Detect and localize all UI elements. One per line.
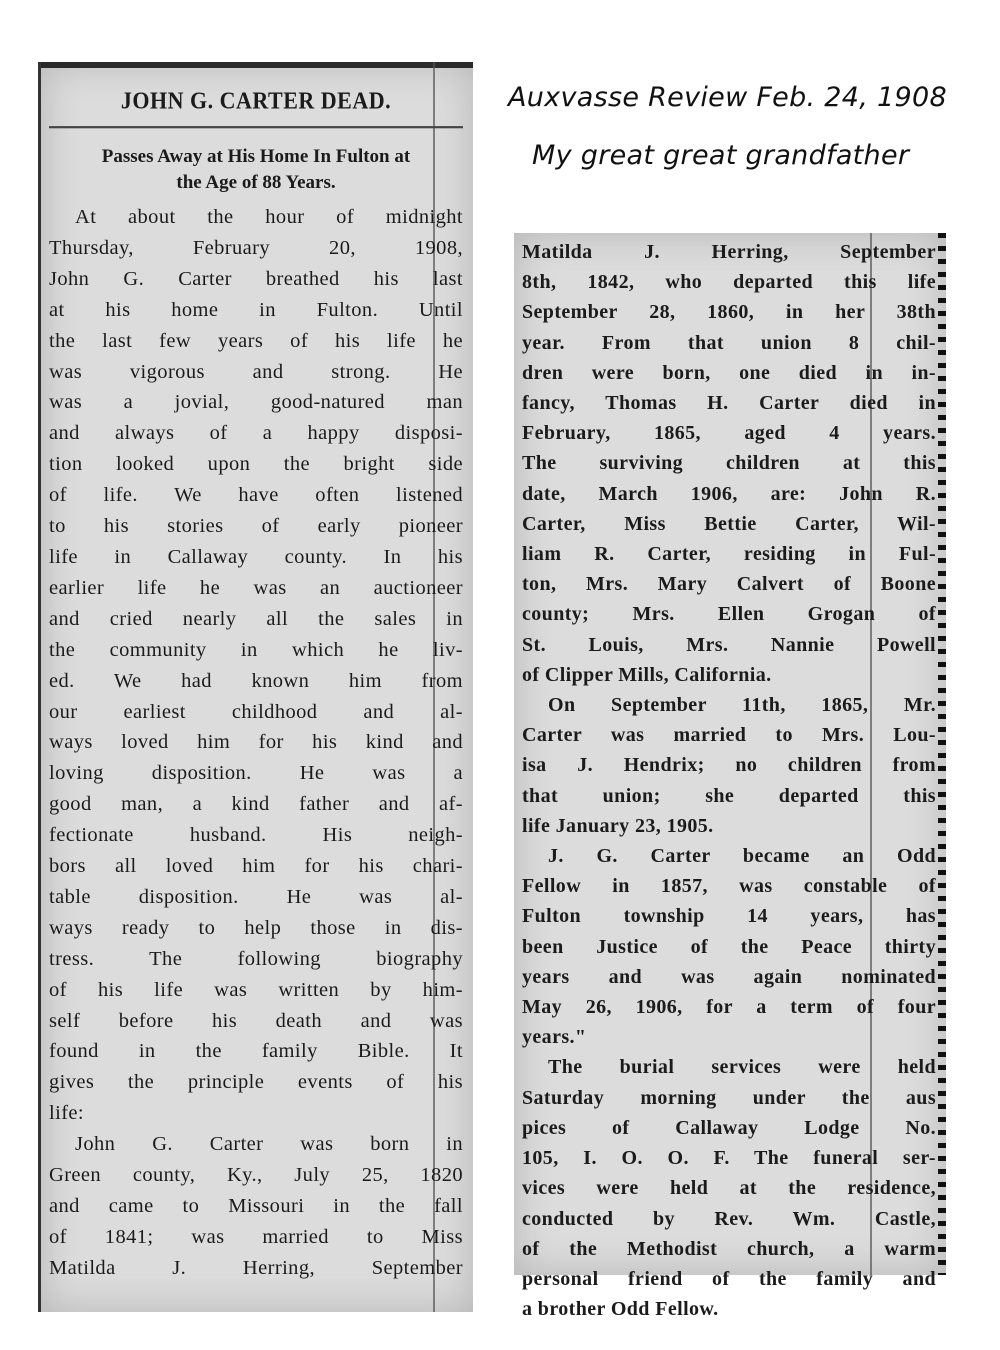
top-rule bbox=[41, 62, 473, 68]
newspaper-clipping-right bbox=[514, 233, 946, 1321]
left-column-lines bbox=[49, 202, 463, 1284]
article-text-line: February, 1865, aged 4 years. bbox=[522, 422, 936, 445]
article-text-line: Matilda J. Herring, September bbox=[522, 241, 936, 263]
article-text-line: bors all loved him for his chari- bbox=[49, 855, 463, 878]
article-text-line: 105, I. O. O. F. The funeral ser- bbox=[522, 1147, 936, 1170]
article-text-line: Fellow in 1857, was constable of bbox=[522, 875, 936, 898]
article-text-line: that union; she departed this bbox=[522, 784, 936, 807]
article-text-line: ton, Mrs. Mary Calvert of Boone bbox=[522, 573, 936, 596]
newspaper-clipping-left bbox=[38, 62, 473, 1312]
article-headline: JOHN G. CARTER DEAD. bbox=[49, 78, 463, 129]
article-text-line: life January 23, 1905. bbox=[522, 814, 714, 837]
article-text-line: J. G. Carter became an Odd bbox=[548, 845, 936, 868]
article-text-line: Carter was married to Mrs. Lou- bbox=[522, 724, 936, 747]
left-column-text bbox=[49, 80, 463, 1284]
article-text-line: fectionate husband. His neigh- bbox=[49, 824, 463, 847]
article-text-line: the community in which he liv- bbox=[49, 638, 463, 661]
article-text-line: table disposition. He was al- bbox=[49, 885, 463, 908]
article-text-line: was a jovial, good-natured man bbox=[49, 391, 463, 414]
article-text-line: loving disposition. He was a bbox=[49, 762, 463, 785]
article-text-line: Carter, Miss Bettie Carter, Wil- bbox=[522, 512, 936, 535]
article-text-line: 8th, 1842, who departed this life bbox=[522, 271, 936, 294]
article-text-line: a brother Odd Fellow. bbox=[522, 1298, 719, 1321]
article-text-line: pices of Callaway Lodge No. bbox=[522, 1116, 936, 1139]
article-text-line: was vigorous and strong. He bbox=[49, 360, 463, 383]
right-column-text bbox=[522, 237, 936, 1324]
article-text-line: dren were born, one died in in- bbox=[522, 361, 936, 384]
article-text-line: county; Mrs. Ellen Grogan of bbox=[522, 603, 936, 626]
article-text-line: of life. We have often listened bbox=[49, 484, 463, 507]
article-text-line: and came to Missouri in the fall bbox=[49, 1195, 463, 1217]
article-text-line: good man, a kind father and af- bbox=[49, 793, 463, 816]
perforated-edge bbox=[938, 233, 946, 1275]
article-text-line: life: bbox=[49, 1102, 85, 1125]
article-text-line: year. From that union 8 chil- bbox=[522, 331, 936, 354]
article-text-line: of his life was written by him- bbox=[49, 978, 463, 1001]
article-text-line: May 26, 1906, for a term of four bbox=[522, 996, 936, 1019]
article-text-line: tion looked upon the bright side bbox=[49, 453, 463, 476]
article-text-line: earlier life he was an auctioneer bbox=[49, 576, 463, 599]
article-text-line: our earliest childhood and al- bbox=[49, 700, 463, 723]
article-text-line: Saturday morning under the aus bbox=[522, 1086, 936, 1109]
article-text-line: to his stories of early pioneer bbox=[49, 515, 463, 538]
article-text-line: years." bbox=[522, 1026, 587, 1049]
article-text-line: John G. Carter was born in bbox=[75, 1133, 463, 1156]
article-subhead bbox=[49, 126, 463, 202]
article-text-line: The surviving children at this bbox=[522, 452, 936, 475]
article-text-line: date, March 1906, are: John R. bbox=[522, 482, 936, 505]
article-text-line: Thursday, February 20, 1908, bbox=[49, 236, 463, 259]
article-text-line: been Justice of the Peace thirty bbox=[522, 935, 936, 958]
article-text-line: ways loved him for his kind and bbox=[49, 731, 463, 754]
article-text-line: Fulton township 14 years, has bbox=[522, 905, 936, 928]
article-text-line: Green county, Ky., July 25, 1820 bbox=[49, 1164, 463, 1187]
article-text-line: found in the family Bible. It bbox=[49, 1040, 463, 1063]
article-text-line: years and was again nominated bbox=[522, 965, 936, 988]
article-text-line: ed. We had known him from bbox=[49, 669, 463, 692]
article-text-line: At about the hour of midnight bbox=[75, 206, 463, 228]
article-text-line: at his home in Fulton. Until bbox=[49, 298, 463, 321]
article-text-line: life in Callaway county. In his bbox=[49, 545, 463, 568]
article-text-line: of 1841; was married to Miss bbox=[49, 1225, 463, 1248]
article-text-line: vices were held at the residence, bbox=[522, 1177, 936, 1200]
article-text-line: ways ready to help those in dis- bbox=[49, 916, 463, 939]
article-text-line: and always of a happy disposi- bbox=[49, 422, 463, 445]
article-text-line: self before his death and was bbox=[49, 1009, 463, 1032]
right-column-lines bbox=[522, 237, 936, 1324]
article-text-line: isa J. Hendrix; no children from bbox=[522, 754, 936, 777]
subhead-line: Passes Away at His Home In Fulton at bbox=[101, 146, 411, 167]
handwritten-note-relation: My great great grandfather bbox=[532, 140, 910, 171]
article-text-line: On September 11th, 1865, Mr. bbox=[548, 694, 936, 717]
article-text-line: tress. The following biography bbox=[49, 947, 463, 970]
article-text-line: The burial services were held bbox=[548, 1056, 936, 1079]
article-text-line: September 28, 1860, in her 38th bbox=[522, 301, 936, 324]
article-text-line: personal friend of the family and bbox=[522, 1267, 936, 1290]
article-text-line: gives the principle events of his bbox=[49, 1071, 463, 1094]
article-text-line: and cried nearly all the sales in bbox=[49, 607, 463, 630]
article-text-line: fancy, Thomas H. Carter died in bbox=[522, 392, 936, 415]
handwritten-note-source: Auxvasse Review Feb. 24, 1908 bbox=[508, 82, 947, 113]
subhead-line: the Age of 88 Years. bbox=[176, 172, 336, 193]
article-text-line: St. Louis, Mrs. Nannie Powell bbox=[522, 633, 936, 656]
article-text-line: Matilda J. Herring, September bbox=[49, 1256, 463, 1279]
article-text-line: John G. Carter breathed his last bbox=[49, 267, 463, 290]
article-text-line: of the Methodist church, a warm bbox=[522, 1237, 936, 1260]
article-text-line: the last few years of his life he bbox=[49, 329, 463, 352]
article-text-line: liam R. Carter, residing in Ful- bbox=[522, 543, 936, 566]
article-text-line: of Clipper Mills, California. bbox=[522, 663, 772, 686]
article-text-line: conducted by Rev. Wm. Castle, bbox=[522, 1207, 936, 1230]
